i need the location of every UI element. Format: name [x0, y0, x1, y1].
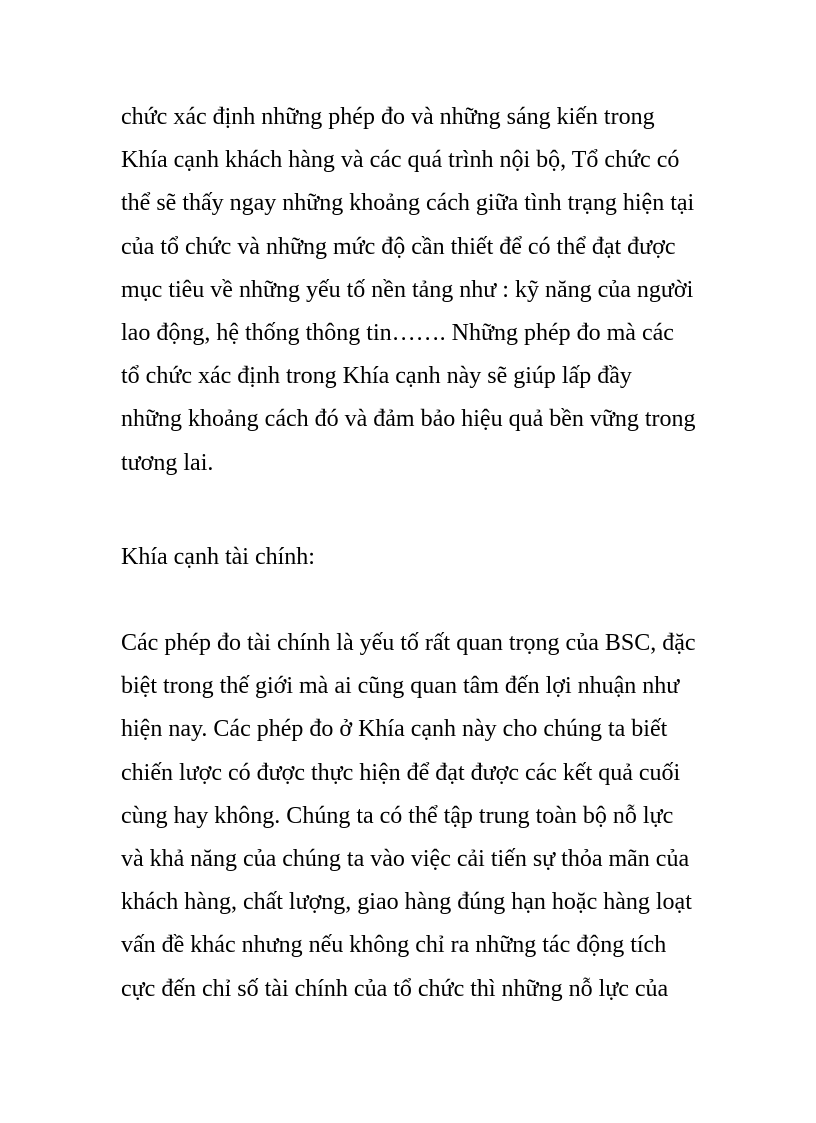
paragraph-line: Các phép đo tài chính là yếu tố rất quan trọng của BSC, đặc	[121, 630, 696, 656]
paragraph-line: những khoảng cách đó và đảm bảo hiệu quả bền vững trong	[121, 406, 696, 433]
section-heading	[121, 536, 315, 579]
paragraph-line: hiện nay. Các phép đo ở Khía cạnh này cho chúng ta biết	[121, 716, 668, 743]
paragraph-line: Khía cạnh khách hàng và các quá trình nội bộ, Tổ chức có	[121, 147, 680, 174]
paragraph-line: và khả năng của chúng ta vào việc cải tiến sự thỏa mãn của	[121, 845, 690, 872]
paragraph-line: tương lai.	[121, 449, 214, 476]
paragraph-line: vấn đề khác nhưng nếu không chỉ ra những tác động tích	[121, 932, 667, 959]
paragraph-line: của tổ chức và những mức độ cần thiết để có thể đạt được	[121, 233, 676, 260]
paragraph-line: khách hàng, chất lượng, giao hàng đúng hạn hoặc hàng loạt	[121, 889, 692, 916]
paragraph-line: chức xác định những phép đo và những sáng kiến trong	[121, 104, 655, 130]
paragraph-line: mục tiêu về những yếu tố nền tảng như : kỹ năng của người	[121, 276, 694, 303]
paragraph-line: tổ chức xác định trong Khía cạnh này sẽ giúp lấp đầy	[121, 363, 632, 390]
paragraph-2	[121, 622, 696, 1011]
paragraph-line: biệt trong thế giới mà ai cũng quan tâm đến lợi nhuận như	[121, 673, 680, 700]
paragraph-line: lao động, hệ thống thông tin……. Những phép đo mà các	[121, 319, 674, 346]
paragraph-line: cùng hay không. Chúng ta có thể tập trung toàn bộ nỗ lực	[121, 802, 674, 829]
section-heading-text: Khía cạnh tài chính:	[121, 544, 315, 570]
paragraph-line: chiến lược có được thực hiện để đạt được các kết quả cuối	[121, 759, 681, 786]
paragraph-1	[121, 96, 696, 485]
paragraph-line: cực đến chỉ số tài chính của tổ chức thì những nỗ lực của	[121, 975, 669, 1002]
paragraph-line: thể sẽ thấy ngay những khoảng cách giữa tình trạng hiện tại	[121, 190, 695, 217]
